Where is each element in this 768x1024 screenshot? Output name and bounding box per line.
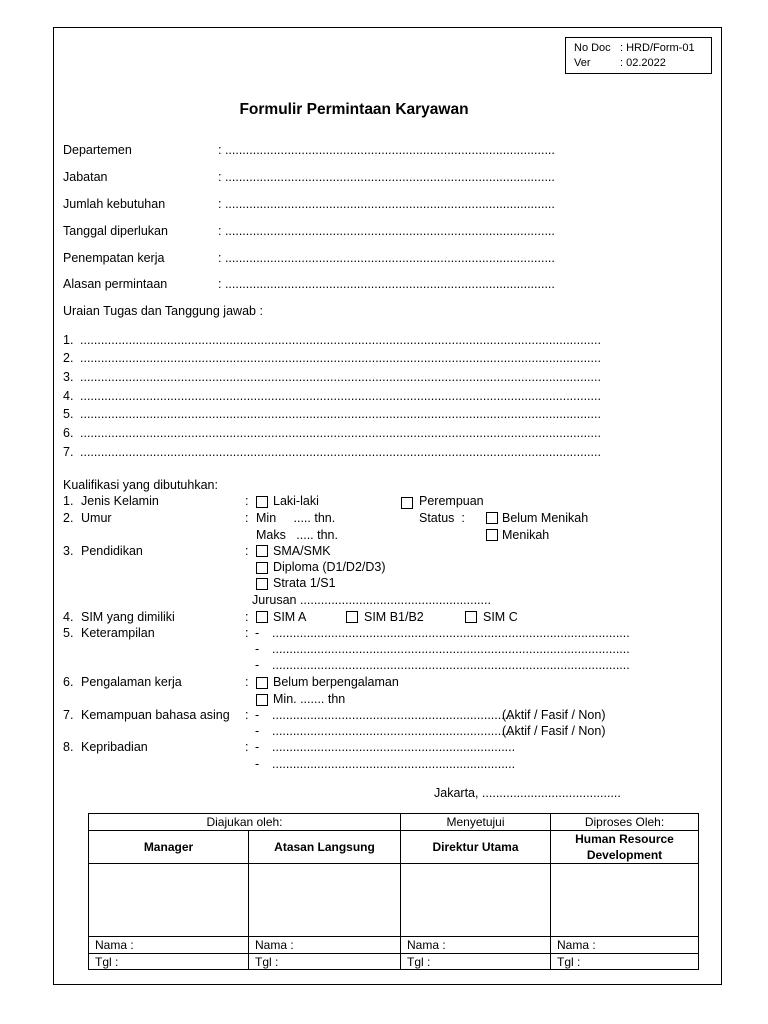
duty-number: 1. bbox=[63, 333, 74, 347]
qual-number: 6. bbox=[63, 675, 74, 689]
qual-number: 7. bbox=[63, 708, 74, 722]
male-option-label: Laki-laki bbox=[273, 494, 319, 508]
personality-line[interactable]: ...................................................................... bbox=[272, 740, 516, 754]
field-alasan-input[interactable]: : ............................................................................................... bbox=[218, 277, 555, 291]
diploma-option-label: Diploma (D1/D2/D3) bbox=[273, 560, 386, 574]
duty-line[interactable]: ...................................................................................................................................................... bbox=[80, 445, 601, 459]
field-jabatan-input[interactable]: : ............................................................................................... bbox=[218, 170, 555, 184]
duty-line[interactable]: ...................................................................................................................................................... bbox=[80, 370, 601, 384]
strata-checkbox[interactable] bbox=[256, 578, 268, 590]
sim-a-label: SIM A bbox=[273, 610, 307, 624]
sim-b-label: SIM B1/B2 bbox=[364, 610, 424, 624]
language-line[interactable]: ...................................................................... bbox=[272, 708, 516, 722]
qual-number: 2. bbox=[63, 511, 74, 525]
language-label: Kemampuan bahasa asing bbox=[81, 708, 230, 722]
colon: : bbox=[245, 626, 249, 640]
proposed-by-header: Diajukan oleh: bbox=[89, 814, 401, 831]
married-option-label: Menikah bbox=[502, 528, 550, 542]
colon: : bbox=[245, 544, 249, 558]
gender-label: Jenis Kelamin bbox=[81, 494, 159, 508]
colon: : bbox=[245, 675, 249, 689]
qualifications-heading: Kualifikasi yang dibutuhkan: bbox=[63, 478, 218, 492]
major-field[interactable]: Jurusan ....................................................... bbox=[252, 593, 491, 607]
name-field[interactable]: Nama : bbox=[551, 937, 699, 954]
no-experience-checkbox[interactable] bbox=[256, 677, 268, 689]
sim-b-checkbox[interactable] bbox=[346, 611, 358, 623]
qual-number: 1. bbox=[63, 494, 74, 508]
skill-line[interactable]: ....................................................................................................... bbox=[272, 626, 630, 640]
qual-number: 4. bbox=[63, 610, 74, 624]
skills-label: Keterampilan bbox=[81, 626, 155, 640]
language-level: (Aktif / Fasif / Non) bbox=[502, 724, 606, 738]
document-info-box bbox=[565, 37, 712, 74]
duty-number: 5. bbox=[63, 407, 74, 421]
duty-line[interactable]: ...................................................................................................................................................... bbox=[80, 426, 601, 440]
place-date-field[interactable]: Jakarta, ........................................ bbox=[434, 786, 621, 800]
dash: - bbox=[255, 658, 260, 672]
personality-line[interactable]: ...................................................................... bbox=[272, 757, 516, 771]
sim-label: SIM yang dimiliki bbox=[81, 610, 175, 624]
name-field[interactable]: Nama : bbox=[401, 937, 551, 954]
min-experience-checkbox[interactable] bbox=[256, 694, 268, 706]
age-min-field[interactable]: Min ..... thn. bbox=[256, 511, 336, 525]
strata-option-label: Strata 1/S1 bbox=[273, 576, 336, 590]
no-doc-value: : HRD/Form-01 bbox=[620, 42, 695, 54]
field-jumlah-label: Jumlah kebutuhan bbox=[63, 197, 166, 211]
duty-number: 4. bbox=[63, 389, 74, 403]
field-tanggal-input[interactable]: : ............................................................................................... bbox=[218, 224, 555, 238]
field-penempatan-label: Penempatan kerja bbox=[63, 251, 165, 265]
female-option-label: Perempuan bbox=[419, 494, 484, 508]
qual-number: 3. bbox=[63, 544, 74, 558]
field-jumlah-input[interactable]: : ............................................................................................... bbox=[218, 197, 555, 211]
skill-line[interactable]: ....................................................................................................... bbox=[272, 658, 630, 672]
dash: - bbox=[255, 757, 260, 771]
field-penempatan-input[interactable]: : ............................................................................................... bbox=[218, 251, 555, 265]
duties-heading: Uraian Tugas dan Tanggung jawab : bbox=[63, 304, 263, 318]
date-field[interactable]: Tgl : bbox=[551, 954, 699, 970]
signature-table bbox=[88, 813, 699, 970]
duty-number: 6. bbox=[63, 426, 74, 440]
no-experience-label: Belum berpengalaman bbox=[273, 675, 399, 689]
duty-line[interactable]: ...................................................................................................................................................... bbox=[80, 351, 601, 365]
duty-line[interactable]: ...................................................................................................................................................... bbox=[80, 407, 601, 421]
sma-checkbox[interactable] bbox=[256, 545, 268, 557]
language-level: (Aktif / Fasif / Non) bbox=[502, 708, 606, 722]
age-max-field[interactable]: Maks ..... thn. bbox=[256, 528, 338, 542]
field-departemen-label: Departemen bbox=[63, 143, 132, 157]
date-field[interactable]: Tgl : bbox=[89, 954, 249, 970]
sma-option-label: SMA/SMK bbox=[273, 544, 331, 558]
colon: : bbox=[245, 494, 249, 508]
married-checkbox[interactable] bbox=[486, 529, 498, 541]
age-label: Umur bbox=[81, 511, 112, 525]
experience-label: Pengalaman kerja bbox=[81, 675, 182, 689]
dash: - bbox=[255, 626, 260, 640]
manager-column-header: Manager bbox=[89, 831, 249, 864]
dash: - bbox=[255, 724, 260, 738]
signature-space[interactable] bbox=[401, 864, 551, 937]
field-departemen-input[interactable]: : ............................................................................................... bbox=[218, 143, 555, 157]
status-label: Status : bbox=[419, 511, 465, 525]
ver-label: Ver bbox=[574, 57, 591, 69]
sim-c-label: SIM C bbox=[483, 610, 518, 624]
min-experience-field[interactable]: Min. ....... thn bbox=[273, 692, 346, 706]
sim-a-checkbox[interactable] bbox=[256, 611, 268, 623]
signature-space[interactable] bbox=[551, 864, 699, 937]
female-checkbox[interactable] bbox=[401, 497, 413, 509]
duty-line[interactable]: ...................................................................................................................................................... bbox=[80, 333, 601, 347]
date-field[interactable]: Tgl : bbox=[401, 954, 551, 970]
field-alasan-label: Alasan permintaan bbox=[63, 277, 168, 291]
duty-number: 7. bbox=[63, 445, 74, 459]
signature-space[interactable] bbox=[89, 864, 249, 937]
skill-line[interactable]: ....................................................................................................... bbox=[272, 642, 630, 656]
dash: - bbox=[255, 642, 260, 656]
sim-c-checkbox[interactable] bbox=[465, 611, 477, 623]
personality-label: Kepribadian bbox=[81, 740, 148, 754]
colon: : bbox=[245, 511, 249, 525]
male-checkbox[interactable] bbox=[256, 496, 268, 508]
dash: - bbox=[255, 708, 260, 722]
field-jabatan-label: Jabatan bbox=[63, 170, 108, 184]
single-checkbox[interactable] bbox=[486, 512, 498, 524]
qual-number: 8. bbox=[63, 740, 74, 754]
colon: : bbox=[245, 708, 249, 722]
qual-number: 5. bbox=[63, 626, 74, 640]
ver-value: : 02.2022 bbox=[620, 57, 666, 69]
colon: : bbox=[245, 610, 249, 624]
duty-line[interactable]: ...................................................................................................................................................... bbox=[80, 389, 601, 403]
date-field[interactable]: Tgl : bbox=[249, 954, 401, 970]
name-field[interactable]: Nama : bbox=[249, 937, 401, 954]
dash: - bbox=[255, 740, 260, 754]
supervisor-column-header: Atasan Langsung bbox=[249, 831, 401, 864]
colon: : bbox=[245, 740, 249, 754]
signature-space[interactable] bbox=[249, 864, 401, 937]
form-title: Formulir Permintaan Karyawan bbox=[239, 101, 469, 118]
duty-number: 3. bbox=[63, 370, 74, 384]
language-line[interactable]: ...................................................................... bbox=[272, 724, 516, 738]
single-option-label: Belum Menikah bbox=[502, 511, 589, 525]
field-tanggal-label: Tanggal diperlukan bbox=[63, 224, 168, 238]
no-doc-label: No Doc bbox=[574, 42, 611, 54]
processed-by-header: Diproses Oleh: bbox=[551, 814, 699, 831]
duty-number: 2. bbox=[63, 351, 74, 365]
name-field[interactable]: Nama : bbox=[89, 937, 249, 954]
diploma-checkbox[interactable] bbox=[256, 562, 268, 574]
hrd-column-header: Human Resource Development bbox=[551, 831, 699, 864]
director-column-header: Direktur Utama bbox=[401, 831, 551, 864]
education-label: Pendidikan bbox=[81, 544, 143, 558]
approved-header: Menyetujui bbox=[401, 814, 551, 831]
